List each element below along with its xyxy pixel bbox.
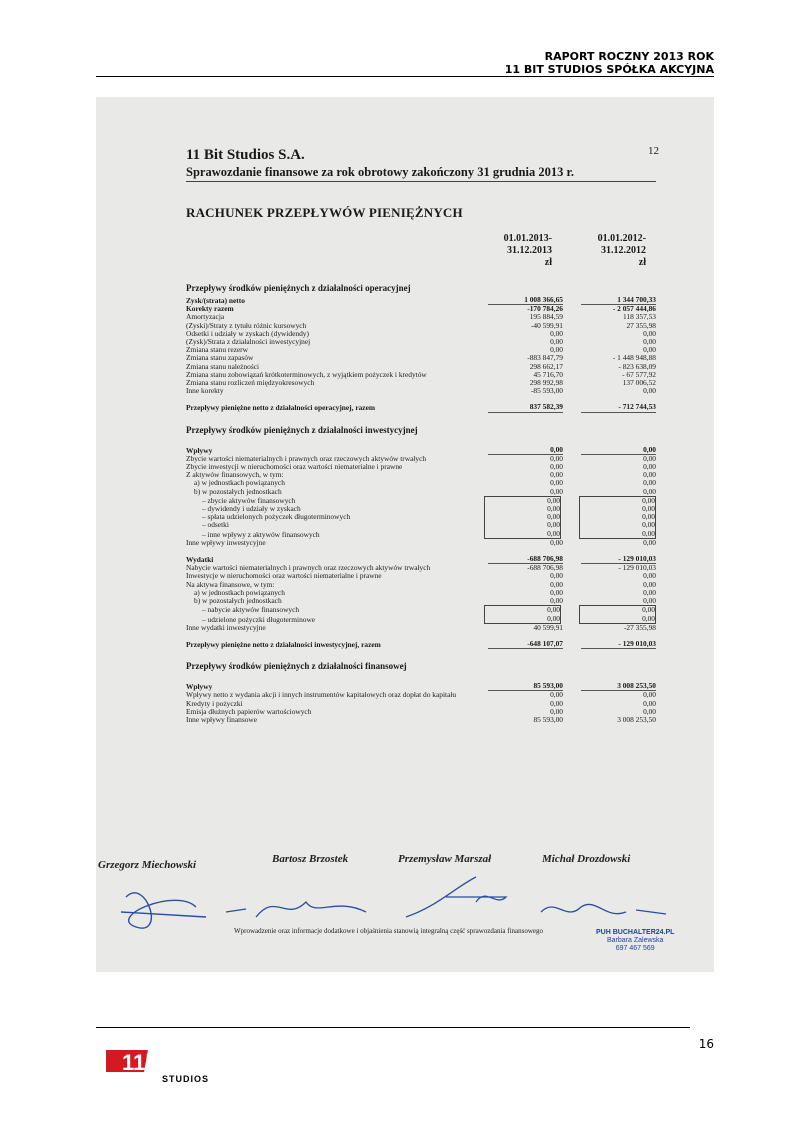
table-row — [186, 346, 656, 354]
row-value-2012: 0,00 — [643, 537, 656, 547]
row-label: Z aktywów finansowych, w tym: — [186, 470, 284, 480]
row-label: Przepływy pieniężne netto z działalności operacyjnej, razem — [186, 403, 376, 413]
row-label: a) w jednostkach powiązanych — [194, 478, 285, 488]
table-row — [186, 338, 656, 346]
row-value-2012: 0,00 — [643, 486, 656, 496]
row-value-2013: 0,00 — [550, 571, 563, 581]
signature-4-scribble — [536, 892, 676, 932]
row-value-2013: 0,00 — [488, 446, 563, 455]
row-value-2012: 0,00 — [579, 505, 656, 513]
row-label: b) w pozostałych jednostkach — [194, 486, 282, 496]
row-label: Zmiana stanu zobowiązań krótkoterminowych, z wyjątkiem pożyczek i kredytów — [186, 369, 427, 379]
row-value-2013: 0,00 — [484, 496, 561, 505]
row-value-2012: 0,00 — [643, 337, 656, 347]
row-label: Przepływy pieniężne netto z działalności inwestycyjnej, razem — [186, 639, 381, 649]
row-value-2012: - 67 577,92 — [622, 369, 656, 379]
row-value-2012: 0,00 — [579, 615, 656, 624]
row-value-2013: 0,00 — [484, 605, 561, 614]
row-value-2013: 0,00 — [550, 537, 563, 547]
col2-line1: 01.01.2012- — [597, 233, 646, 244]
row-label: Zbycie wartości niematerialnych i prawnych oraz rzeczowych aktywów trwałych — [186, 453, 427, 463]
column-header-2012 — [566, 233, 646, 269]
col1-line1: 01.01.2013- — [503, 233, 552, 244]
table-row — [186, 513, 656, 521]
signer-1-name: Grzegorz Miechowski — [98, 859, 197, 871]
row-value-2013: 0,00 — [550, 698, 563, 708]
11bit-studios-logo — [104, 1046, 218, 1086]
row-value-2012: 3 008 253,50 — [617, 714, 656, 724]
signature-2-scribble — [216, 887, 376, 927]
doc-page-number: 12 — [648, 145, 659, 157]
page-number: 16 — [698, 1037, 714, 1051]
row-value-2013: 0,00 — [484, 615, 561, 624]
col2-line2: 31.12.2012 — [601, 245, 646, 256]
row-value-2013: 837 582,39 — [488, 403, 563, 412]
row-value-2012: - 823 638,09 — [618, 361, 656, 371]
row-value-2012: 0,00 — [579, 513, 656, 521]
row-value-2012: - 2 057 444,86 — [612, 304, 656, 314]
row-value-2013: 85 593,00 — [488, 682, 563, 691]
row-label: a) w jednostkach powiązanych — [194, 587, 285, 597]
row-label: Zbycie inwestycji w nieruchomości oraz wartości niematerialne i prawne — [186, 462, 403, 472]
row-label: Zmiana stanu zapasów — [186, 353, 254, 363]
row-value-2012: 137 006,52 — [622, 378, 656, 388]
row-value-2013: 0,00 — [550, 337, 563, 347]
row-value-2013: -688 706,98 — [527, 563, 563, 573]
company-name: 11 BIT STUDIOS SPÓŁKA AKCYJNA — [504, 63, 714, 76]
report-title: RAPORT ROCZNY 2013 ROK — [544, 50, 714, 63]
row-value-2012: - 129 010,03 — [581, 555, 656, 564]
stamp-name: Barbara Zalewska — [607, 937, 664, 944]
row-label: Wpływy netto z wydania akcji i innych instrumentów kapitałowych oraz dopłat do kapitału — [186, 690, 457, 700]
cash-flow-table — [186, 277, 656, 724]
row-label: Amortyzacja — [186, 312, 225, 322]
row-label: Inne wpływy inwestycyjne — [186, 537, 266, 547]
row-value-2013: 0,00 — [550, 706, 563, 716]
investing-total-row — [186, 640, 656, 649]
investing-inflow-rows — [186, 455, 656, 547]
row-value-2012: 0,00 — [643, 698, 656, 708]
row-label: Zmiana stanu rozliczeń międzyokresowych — [186, 378, 315, 388]
row-value-2012: 0,00 — [643, 462, 656, 472]
row-label: – nabycie aktywów finansowych — [202, 605, 300, 615]
row-value-2013: 0,00 — [550, 478, 563, 488]
row-value-2012: 0,00 — [643, 571, 656, 581]
row-value-2012: - 1 448 948,88 — [612, 353, 656, 363]
row-label: Zmiana stanu należności — [186, 361, 260, 371]
financing-section-header: Przepływy środków pieniężnych z działalności finansowej — [186, 661, 407, 672]
row-value-2012: -27 355,98 — [623, 622, 656, 632]
operating-total-row — [186, 403, 656, 412]
row-value-2012: 0,00 — [643, 470, 656, 480]
operating-rows — [186, 296, 656, 395]
table-row — [186, 716, 656, 724]
table-row — [186, 624, 656, 632]
row-value-2012: 0,00 — [581, 446, 656, 455]
table-row — [186, 691, 656, 699]
row-label: Nabycie wartości niematerialnych i prawnych oraz rzeczowych aktywów trwałych — [186, 563, 431, 573]
row-label: Na aktywa finansowe, w tym: — [186, 579, 275, 589]
row-value-2012: - 129 010,03 — [618, 563, 656, 573]
row-value-2013: -883 847,79 — [527, 353, 563, 363]
col1-currency: zł — [544, 257, 552, 268]
row-value-2013: 1 008 366,65 — [488, 296, 563, 305]
doc-company: 11 Bit Studios S.A. — [186, 147, 305, 163]
row-label: Emisja dłużnych papierów wartościowych — [186, 706, 312, 716]
stamp-company: PUH BUCHALTER24.PL — [596, 929, 675, 936]
row-value-2012: 118 357,53 — [623, 312, 656, 322]
row-value-2013: -40 599,91 — [530, 320, 563, 330]
row-value-2012: 0,00 — [579, 521, 656, 529]
signer-3-name: Przemysław Marszał — [398, 853, 492, 865]
header-divider — [96, 76, 714, 77]
accountant-stamp — [596, 929, 674, 953]
row-label: b) w pozostałych jednostkach — [194, 596, 282, 606]
scanned-statement — [96, 97, 714, 972]
row-value-2012: 27 355,98 — [626, 320, 656, 330]
col1-line2: 31.12.2013 — [507, 245, 552, 256]
row-value-2013: 0,00 — [484, 521, 561, 529]
row-value-2012: 3 008 253,50 — [581, 682, 656, 691]
table-row — [186, 521, 656, 529]
table-row — [186, 488, 656, 496]
logo-studios-text: STUDIOS — [162, 1074, 210, 1084]
investing-section-header: Przepływy środków pieniężnych z działalności inwestycyjnej — [186, 424, 418, 435]
row-label: – dywidendy i udziały w zyskach — [202, 504, 301, 514]
row-value-2013: 0,00 — [550, 470, 563, 480]
signer-2-name: Bartosz Brzostek — [272, 853, 349, 865]
row-value-2013: 0,00 — [550, 587, 563, 597]
row-value-2012: 0,00 — [643, 386, 656, 396]
signer-4-name: Michał Drozdowski — [542, 853, 631, 865]
row-value-2013: 0,00 — [550, 596, 563, 606]
row-label: – odsetki — [202, 520, 229, 530]
table-row — [186, 539, 656, 547]
stamp-phone: 697 467 569 — [615, 945, 655, 952]
row-value-2013: 0,00 — [484, 513, 561, 521]
row-value-2012: 0,00 — [579, 605, 656, 614]
footer-divider — [96, 1027, 690, 1028]
row-label: – inne wpływy z aktywów finansowych — [202, 529, 320, 539]
row-value-2012: 0,00 — [643, 587, 656, 597]
row-value-2012: 0,00 — [643, 690, 656, 700]
row-value-2013: 298 992,98 — [529, 378, 563, 388]
row-label: (Zysk)/Strata z działalności inwestycyjnej — [186, 337, 311, 347]
row-value-2013: 0,00 — [550, 579, 563, 589]
row-label: (Zyski)/Straty z tytułu różnic kursowych — [186, 320, 307, 330]
col2-currency: zł — [638, 257, 646, 268]
row-label: Inne korekty — [186, 386, 224, 396]
row-value-2012: 0,00 — [643, 453, 656, 463]
table-row — [186, 379, 656, 387]
row-label: Wpływy — [186, 445, 213, 455]
row-value-2012: 0,00 — [643, 579, 656, 589]
row-value-2012: 0,00 — [643, 478, 656, 488]
row-value-2013: 0,00 — [550, 328, 563, 338]
row-value-2012: 0,00 — [579, 496, 656, 505]
row-value-2013: 298 662,17 — [529, 361, 563, 371]
row-value-2012: 0,00 — [643, 596, 656, 606]
row-label: Korekty razem — [186, 304, 234, 314]
row-label: Kredyty i pożyczki — [186, 698, 243, 708]
row-label: – spłata udzielonych pożyczek długoterminowych — [202, 512, 351, 522]
column-header-2013 — [472, 233, 552, 269]
row-label: Odsetki i udziały w zyskach (dywidendy) — [186, 328, 309, 338]
statement-footnote: Wprowadzenie oraz informacje dodatkowe i objaśnienia stanowią integralną część sprawozdania finansowego — [234, 927, 544, 935]
row-value-2013: 0,00 — [550, 453, 563, 463]
row-value-2013: -688 706,98 — [488, 555, 563, 564]
row-value-2013: 195 884,59 — [529, 312, 563, 322]
signature-1-scribble — [106, 867, 216, 947]
row-value-2012: 0,00 — [643, 328, 656, 338]
row-value-2013: 0,00 — [484, 530, 561, 539]
table-row — [186, 387, 656, 395]
row-value-2013: 0,00 — [550, 345, 563, 355]
row-value-2013: 0,00 — [550, 690, 563, 700]
row-value-2013: 40 599,91 — [533, 622, 563, 632]
report-header — [505, 50, 714, 76]
row-value-2013: 85 593,00 — [533, 714, 563, 724]
row-value-2012: 1 344 700,33 — [581, 296, 656, 305]
row-label: Zmiana stanu rezerw — [186, 345, 248, 355]
row-value-2012: - 129 010,03 — [581, 640, 656, 649]
table-row — [186, 296, 656, 305]
row-value-2013: 0,00 — [484, 505, 561, 513]
table-row — [186, 597, 656, 605]
table-row — [186, 305, 656, 313]
signature-3-scribble — [396, 867, 516, 927]
table-row — [186, 605, 656, 614]
section-title: RACHUNEK PRZEPŁYWÓW PIENIĘŻNYCH — [186, 205, 463, 220]
row-label: – udzielone pożyczki długoterminowe — [202, 614, 316, 624]
row-label: Inne wpływy finansowe — [186, 714, 258, 724]
row-value-2012: 0,00 — [643, 706, 656, 716]
row-label: Inne wydatki inwestycyjne — [186, 622, 266, 632]
row-value-2013: -648 107,07 — [488, 640, 563, 649]
row-value-2013: -170 784,26 — [527, 304, 563, 314]
logo-11-mark: 11bit — [122, 1050, 173, 1075]
row-label: Wpływy — [186, 682, 213, 692]
row-label: Zysk/(strata) netto — [186, 296, 245, 305]
operating-section-header: Przepływy środków pieniężnych z działalności operacyjnej — [186, 283, 411, 293]
row-label: Wydatki — [186, 555, 214, 565]
financing-inflow-rows — [186, 691, 656, 724]
row-value-2012: 0,00 — [643, 345, 656, 355]
row-value-2012: - 712 744,53 — [581, 403, 656, 412]
row-value-2013: 0,00 — [550, 462, 563, 472]
row-value-2013: 45 716,70 — [533, 369, 563, 379]
investing-outflow-rows — [186, 564, 656, 632]
row-value-2013: 0,00 — [550, 486, 563, 496]
doc-subtitle: Sprawozdanie finansowe za rok obrotowy zakończony 31 grudnia 2013 r. — [186, 165, 574, 179]
row-value-2012: 0,00 — [579, 530, 656, 539]
row-value-2013: -85 593,00 — [530, 386, 563, 396]
row-label: Inwestycje w nieruchomości oraz wartości niematerialne i prawne — [186, 571, 382, 581]
row-label: – zbycie aktywów finansowych — [202, 495, 296, 505]
doc-title-rule — [186, 181, 656, 182]
